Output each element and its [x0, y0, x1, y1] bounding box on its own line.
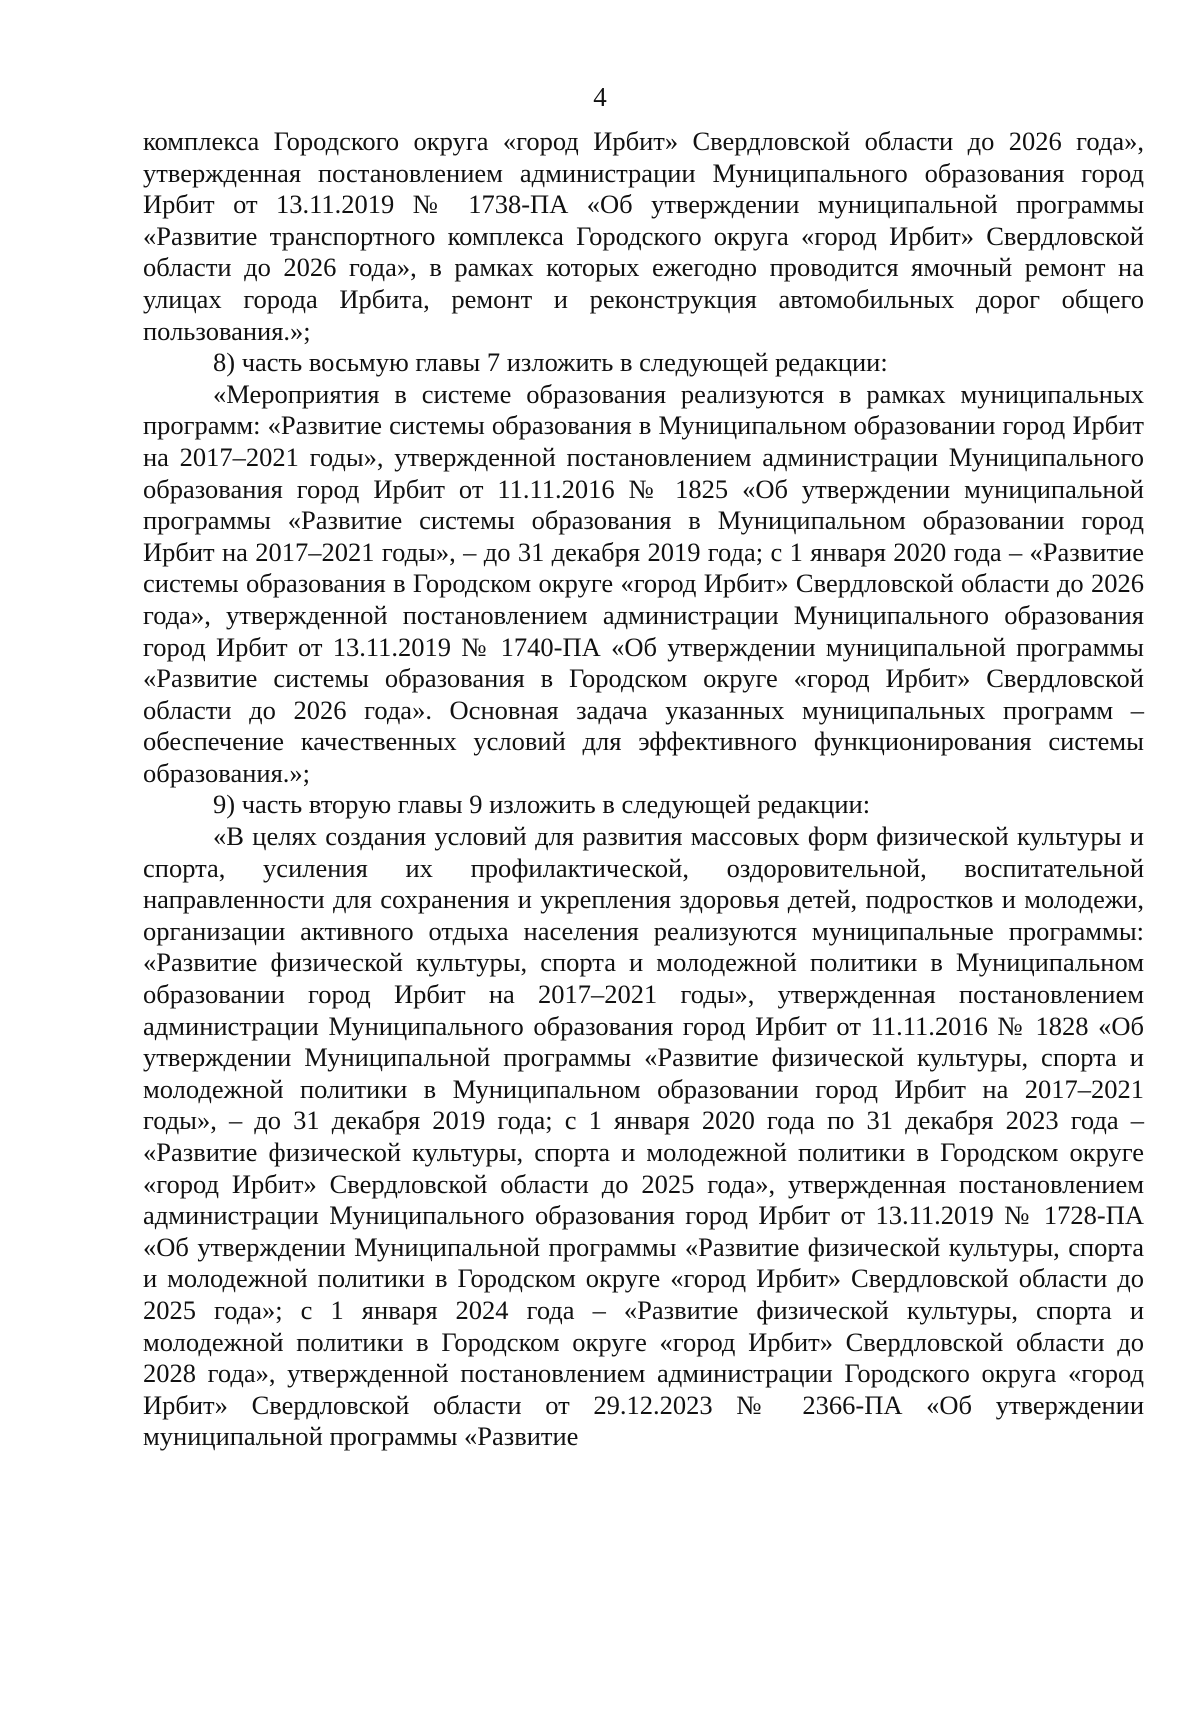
- page-number: 4: [593, 82, 607, 112]
- paragraph-transport-program: комплекса Городского округа «город Ирбит» Свердловской области до 2026 года», утвержденная постановлением администрации Муниципального образования город Ирбит от 13.11.2019 № 1738-ПА «Об утверждении муниципальной программы «Развитие транспортного комплекса Городского округа «город Ирбит» Свердловской области до 2026 года», в рамках которых ежегодно проводится ямочный ремонт на улицах города Ирбита, ремонт и реконструкция автомобильных дорог общего пользования.»;: [143, 126, 1144, 346]
- document-body: [143, 126, 1144, 1453]
- paragraph-item-8-heading: 8) часть восьмую главы 7 изложить в следующей редакции:: [213, 347, 888, 378]
- paragraph-item-9-heading: 9) часть вторую главы 9 изложить в следующей редакции:: [213, 789, 871, 820]
- paragraph-education-programs: «Мероприятия в системе образования реализуются в рамках муниципальных программ: «Развитие системы образования в Муниципальном образовании город Ирбит на 2017–2021 годы», утвержденной постановлением администрации Муниципального образования город Ирбит от 11.11.2016 № 1825 «Об утверждении муниципальной программы «Развитие системы образования в Муниципальном образовании город Ирбит на 2017–2021 годы», – до 31 декабря 2019 года; с 1 января 2020 года – «Развитие системы образования в Городском округе «город Ирбит» Свердловской области до 2026 года», утвержденной постановлением администрации Муниципального образования город Ирбит от 13.11.2019 № 1740-ПА «Об утверждении муниципальной программы «Развитие системы образования в Городском округе «город Ирбит» Свердловской области до 2026 года». Основная задача указанных муниципальных программ – обеспечение качественных условий для эффективного функционирования системы образования.»;: [143, 378, 1144, 788]
- paragraph-sport-programs: «В целях создания условий для развития массовых форм физической культуры и спорта, усиления их профилактической, оздоровительной, воспитательной направленности для сохранения и укрепления здоровья детей, подростков и молодежи, организации активного отдыха населения реализуются муниципальные программы: «Развитие физической культуры, спорта и молодежной политики в Муниципальном образовании город Ирбит на 2017–2021 годы», утвержденная постановлением администрации Муниципального образования город Ирбит от 11.11.2016 № 1828 «Об утверждении Муниципальной программы «Развитие физической культуры, спорта и молодежной политики в Муниципальном образовании город Ирбит на 2017–2021 годы», – до 31 декабря 2019 года; с 1 января 2020 года по 31 декабря 2023 года – «Развитие физической культуры, спорта и молодежной политики в Городском округе «город Ирбит» Свердловской области до 2025 года», утвержденная постановлением администрации Муниципального образования город Ирбит от 13.11.2019 № 1728-ПА «Об утверждении Муниципальной программы «Развитие физической культуры, спорта и молодежной политики в Городском округе «город Ирбит» Свердловской области до 2025 года»; с 1 января 2024 года – «Развитие физической культуры, спорта и молодежной политики в Городском округе «город Ирбит» Свердловской области до 2028 года», утвержденной постановлением администрации Городского округа «город Ирбит» Свердловской области от 29.12.2023 № 2366-ПА «Об утверждении муниципальной программы «Развитие: [143, 821, 1144, 1452]
